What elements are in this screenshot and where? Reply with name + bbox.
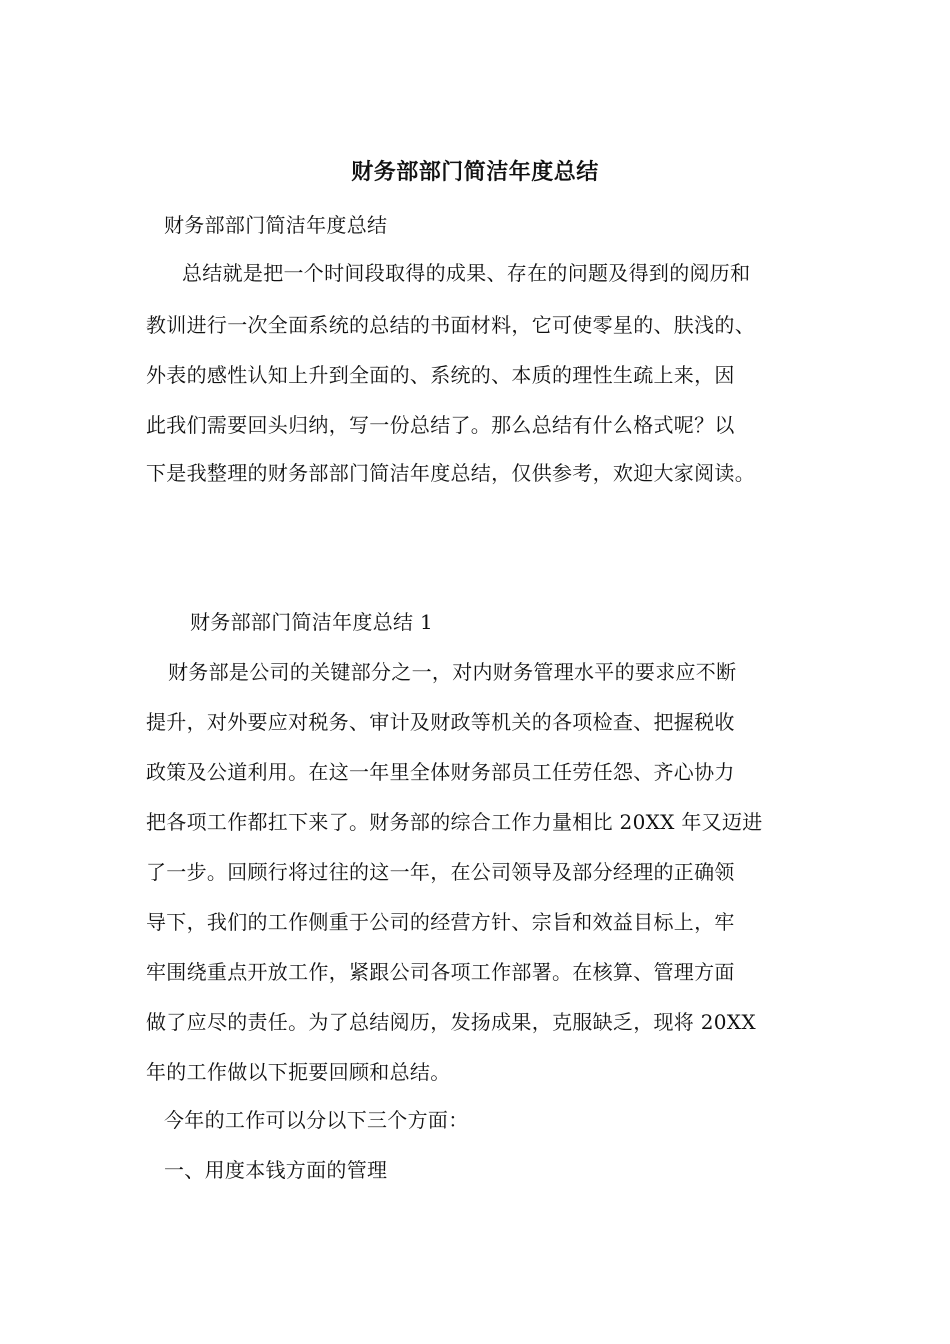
section1-line-1: 财务部是公司的关键部分之一，对内财务管理水平的要求应不断 [168, 660, 737, 684]
document-title: 财务部部门简洁年度总结 [351, 159, 599, 185]
intro-line-2: 教训进行一次全面系统的总结的书面材料，它可使零星的、肤浅的、 [146, 313, 755, 337]
section1-line-5: 了一步。回顾行将过往的这一年，在公司领导及部分经理的正确领 [146, 860, 735, 884]
section1-line-6: 导下，我们的工作侧重于公司的经营方针、宗旨和效益目标上，牢 [146, 910, 735, 934]
section1-line-7: 牢围绕重点开放工作，紧跟公司各项工作部署。在核算、管理方面 [146, 960, 735, 984]
document-subtitle: 财务部部门简洁年度总结 [164, 213, 388, 237]
section1-line-8: 做了应尽的责任。为了总结阅历，发扬成果，克服缺乏，现将 20XX [146, 1010, 756, 1034]
aspects-intro: 今年的工作可以分以下三个方面： [164, 1108, 469, 1132]
intro-line-4: 此我们需要回头归纳，写一份总结了。那么总结有什么格式呢？以 [146, 413, 735, 437]
section1-line-2: 提升，对外要应对税务、审计及财政等机关的各项检查、把握税收 [146, 710, 735, 734]
aspect1-heading: 一、用度本钱方面的管理 [164, 1158, 388, 1182]
section1-line-3: 政策及公道利用。在这一年里全体财务部员工任劳任怨、齐心协力 [146, 760, 735, 784]
section1-line-4: 把各项工作都扛下来了。财务部的综合工作力量相比 20XX 年又迈进 [146, 810, 763, 834]
intro-line-3: 外表的感性认知上升到全面的、系统的、本质的理性生疏上来，因 [146, 363, 735, 387]
intro-line-1: 总结就是把一个时间段取得的成果、存在的问题及得到的阅历和 [182, 261, 751, 285]
section1-heading: 财务部部门简洁年度总结 1 [190, 610, 433, 634]
section1-line-9: 年的工作做以下扼要回顾和总结。 [146, 1060, 451, 1084]
intro-line-5: 下是我整理的财务部部门简洁年度总结，仅供参考，欢迎大家阅读。 [146, 461, 755, 485]
